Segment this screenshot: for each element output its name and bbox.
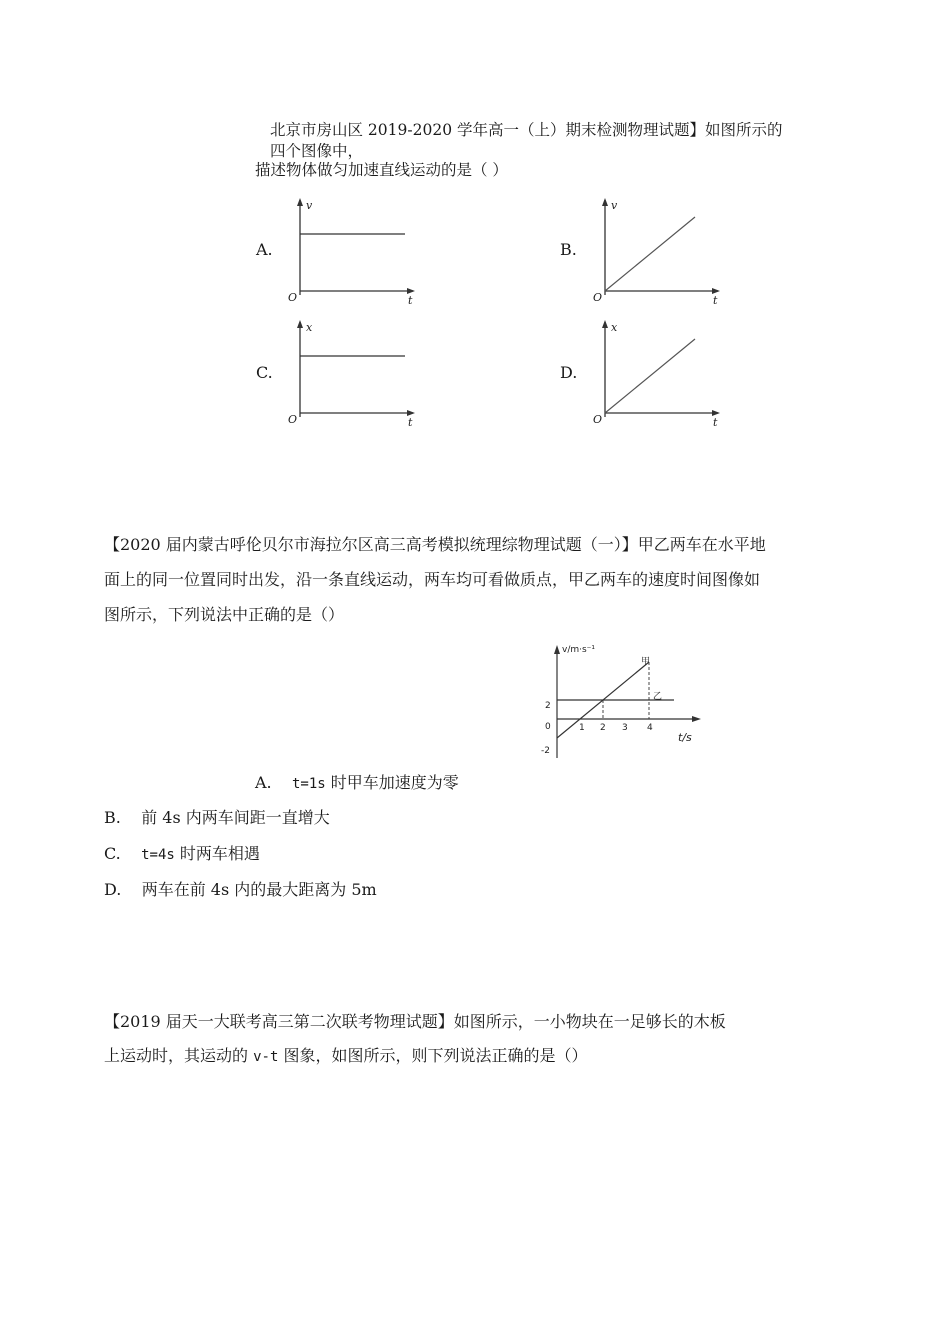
q1-option-c-letter: C.	[256, 363, 273, 382]
q2-x-tick-3: 3	[622, 723, 628, 733]
q1-graph-a-y-label: v	[306, 199, 313, 212]
q2-y-tick-2: 2	[545, 701, 551, 711]
q3-stem-line2-b: 图象，如图所示，则下列说法正确的是（）	[278, 1046, 588, 1065]
q2-option-a-time: t=1s	[291, 776, 326, 792]
q2-option-b-text: 前 4s 内两车间距一直增大	[141, 808, 330, 827]
q1-graph-b-y-label: v	[611, 199, 618, 212]
q2-stem-line3: 图所示，下列说法中正确的是（）	[104, 605, 345, 624]
q1-graph-a-origin: O	[288, 291, 298, 304]
q2-option-a-letter: A.	[255, 773, 272, 792]
q3-stem-line1: 【2019 届天一大联考高三第二次联考物理试题】如图所示，一小物块在一足够长的木板	[104, 1012, 726, 1031]
q2-x-tick-1: 1	[579, 723, 585, 733]
q1-option-a-letter: A.	[256, 240, 273, 259]
q1-graph-b-origin: O	[593, 291, 603, 304]
q3-stem-vt: v-t	[253, 1049, 279, 1065]
q1-graph-a-x-label: t	[408, 294, 413, 307]
q1-graph-d-x-label: t	[713, 416, 718, 429]
q1-graph-c	[280, 317, 420, 432]
q2-option-b-letter: B.	[104, 808, 121, 827]
q1-graph-b	[585, 195, 725, 310]
q1-stem-line2: 四个图像中，	[270, 142, 364, 160]
q1-option-d-letter: D.	[560, 363, 578, 382]
q2-y-tick-0: 0	[545, 722, 551, 732]
q2-vt-graph	[535, 640, 710, 765]
q2-y-axis-label: v/m·s⁻¹	[562, 645, 596, 655]
q1-graph-c-x-label: t	[408, 416, 413, 429]
q1-graph-a	[280, 195, 420, 310]
q2-stem-line1: 【2020 届内蒙古呼伦贝尔市海拉尔区高三高考模拟统理综物理试题（一）】甲乙两车在水平地	[104, 535, 766, 554]
q2-option-c-text: 时两车相遇	[174, 844, 260, 863]
q2-stem-line2: 面上的同一位置同时出发，沿一条直线运动，两车均可看做质点，甲乙两车的速度时间图像如	[104, 570, 761, 589]
q2-x-tick-4: 4	[647, 723, 653, 733]
q2-x-axis-label: t/s	[678, 731, 692, 744]
q2-y-tick-neg2: -2	[541, 746, 550, 756]
q2-option-d	[104, 880, 377, 900]
q1-graph-d-origin: O	[593, 413, 603, 426]
q2-option-c-time: t=4s	[141, 847, 175, 863]
q1-graph-b-x-label: t	[713, 294, 718, 307]
q2-option-c-letter: C.	[104, 844, 121, 863]
q2-option-a	[255, 773, 459, 794]
q1-stem-line1: 北京市房山区 2019-2020 学年高一（上）期末检测物理试题】如图所示的	[270, 121, 783, 139]
q1-graph-d	[585, 317, 725, 432]
q2-x-tick-2: 2	[600, 723, 606, 733]
q1-graph-c-origin: O	[288, 413, 298, 426]
q1-stem-line3: 描述物体做匀加速直线运动的是（ ）	[255, 161, 508, 179]
q2-option-a-text: 时甲车加速度为零	[325, 773, 459, 792]
q1-graph-d-y-label: x	[611, 321, 618, 334]
q1-option-b-letter: B.	[560, 240, 577, 259]
q2-series-a-label: 甲	[641, 657, 651, 667]
q1-graph-c-y-label: x	[306, 321, 313, 334]
q3-stem-line2-a: 上运动时，其运动的	[104, 1046, 254, 1065]
q2-series-b-label: 乙	[653, 692, 663, 702]
q3-stem-line2	[104, 1046, 587, 1067]
q2-option-d-text: 两车在前 4s 内的最大距离为 5m	[141, 880, 377, 899]
q2-option-c	[104, 844, 260, 865]
q2-option-b	[104, 808, 330, 828]
q2-option-d-letter: D.	[104, 880, 122, 899]
